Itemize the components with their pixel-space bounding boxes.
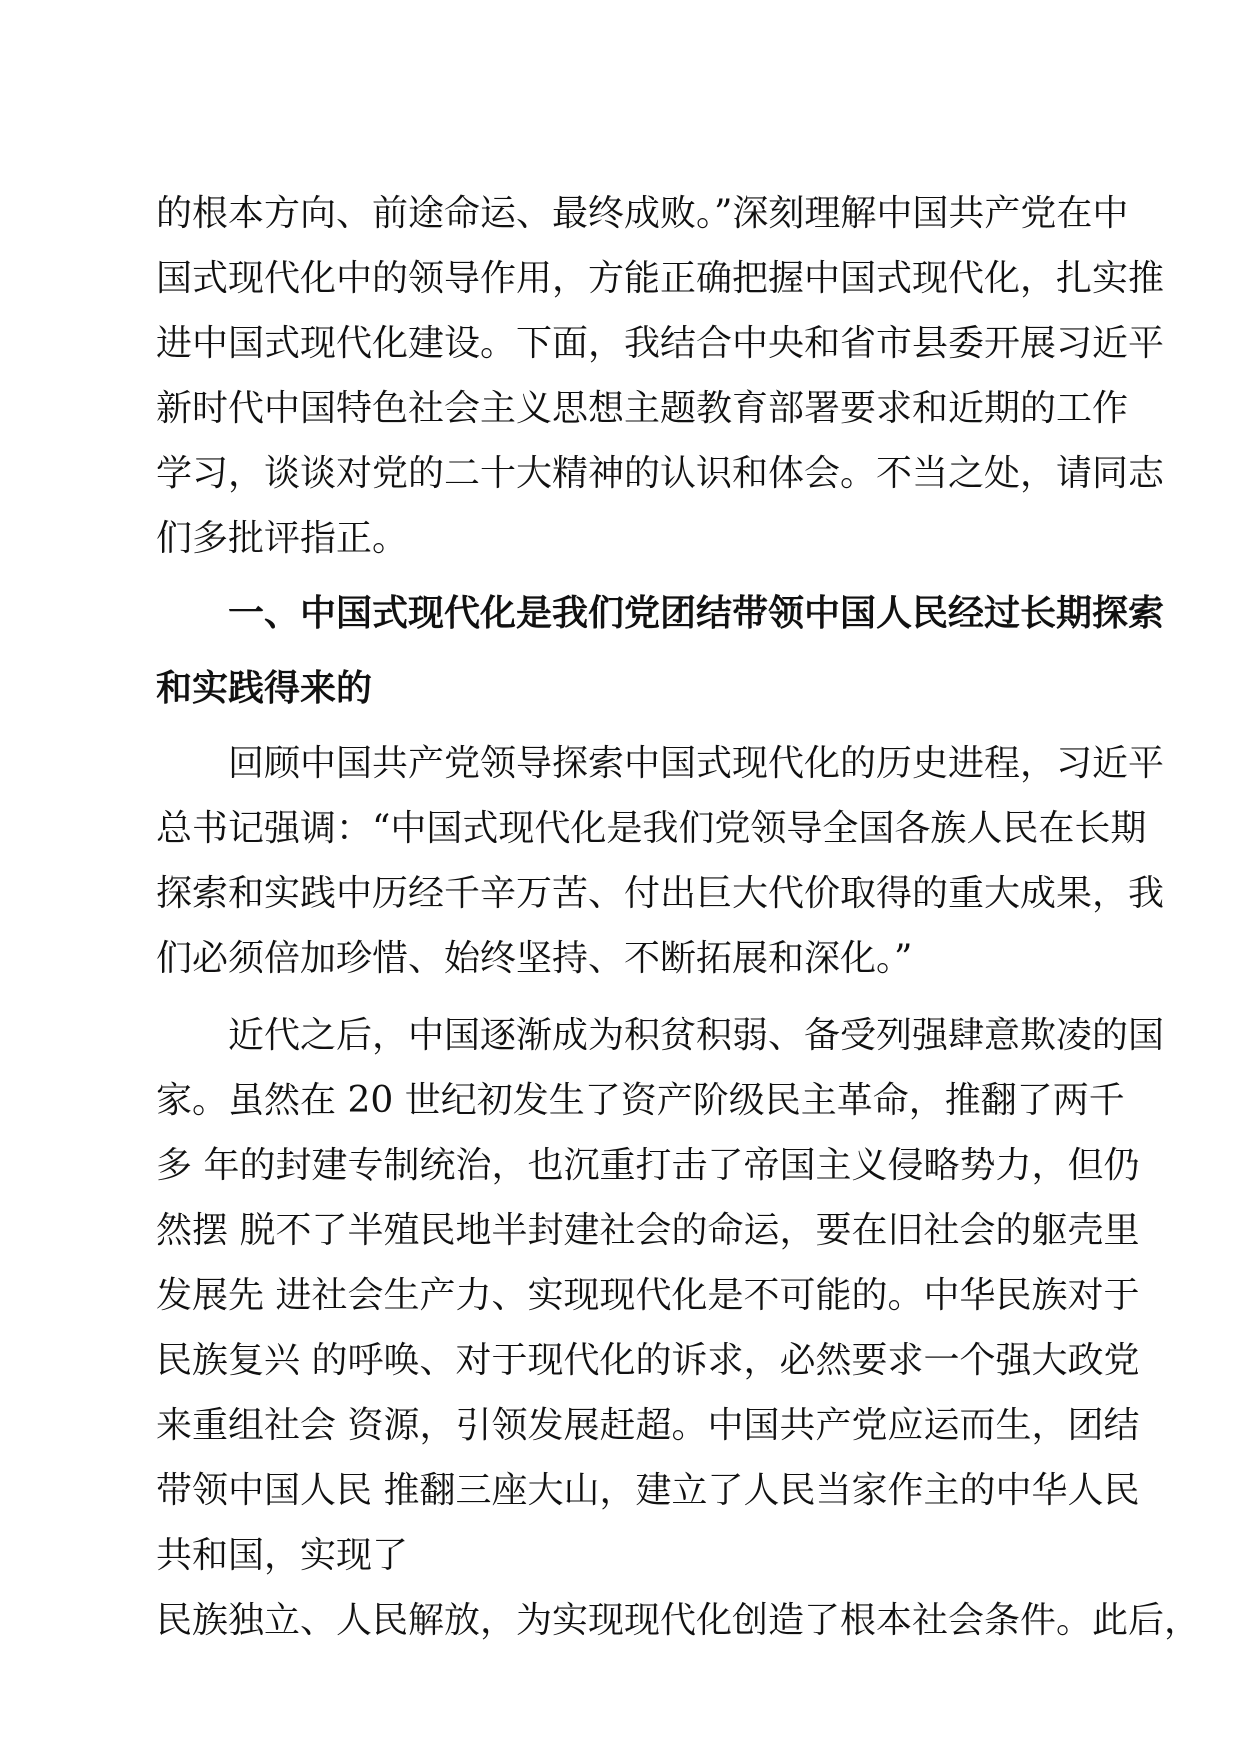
paragraph-3-line: 多 年的封建专制统治，也沉重打击了帝国主义侵略势力，但仍 [156,1145,1140,1186]
paragraph-2-line: 探索和实践中历经千辛万苦、付出巨大代价取得的重大成果，我 [156,873,1165,914]
paragraph-3-line: 带领中国人民 推翻三座大山，建立了人民当家作主的中华人民 [156,1470,1140,1511]
paragraph-3-line: 发展先 进社会生产力、实现现代化是不可能的。中华民族对于 [156,1275,1140,1316]
paragraph-1-line: 进中国式现代化建设。下面，我结合中央和省市县委开展习近平 [156,323,1165,364]
paragraph-3-line: 家。虽然在 20 世纪初发生了资产阶级民主革命，推翻了两千 [156,1080,1125,1121]
paragraph-2-line: 回顾中国共产党领导探索中国式现代化的历史进程，习近平 [228,743,1165,784]
paragraph-3-line: 近代之后，中国逐渐成为积贫积弱、备受列强肆意欺凌的国 [228,1015,1165,1056]
section-heading-line: 一、中国式现代化是我们党团结带领中国人民经过长期探索 [228,593,1165,634]
paragraph-1-line: 的根本方向、前途命运、最终成败。”深刻理解中国共产党在中 [156,193,1129,234]
paragraph-3-line: 共和国，实现了 [156,1535,409,1576]
paragraph-3-line: 民族独立、人民解放，为实现现代化创造了根本社会条件。此后， [156,1600,1201,1641]
paragraph-1-line: 学习，谈谈对党的二十大精神的认识和体会。不当之处，请同志 [156,453,1165,494]
section-heading-line: 和实践得来的 [156,668,373,709]
paragraph-2-line: 总书记强调：“中国式现代化是我们党领导全国各族人民在长期 [156,808,1147,849]
paragraph-1-line: 新时代中国特色社会主义思想主题教育部署要求和近期的工作 [156,388,1129,429]
paragraph-3-line: 然摆 脱不了半殖民地半封建社会的命运，要在旧社会的躯壳里 [156,1210,1140,1251]
paragraph-2-line: 们必须倍加珍惜、始终坚持、不断拓展和深化。” [156,938,913,979]
paragraph-3-line: 民族复兴 的呼唤、对于现代化的诉求，必然要求一个强大政党 [156,1340,1140,1381]
paragraph-3-line: 来重组社会 资源，引领发展赶超。中国共产党应运而生，团结 [156,1405,1140,1446]
paragraph-1-line: 们多批评指正。 [156,518,409,559]
paragraph-1-line: 国式现代化中的领导作用，方能正确把握中国式现代化，扎实推 [156,258,1165,299]
